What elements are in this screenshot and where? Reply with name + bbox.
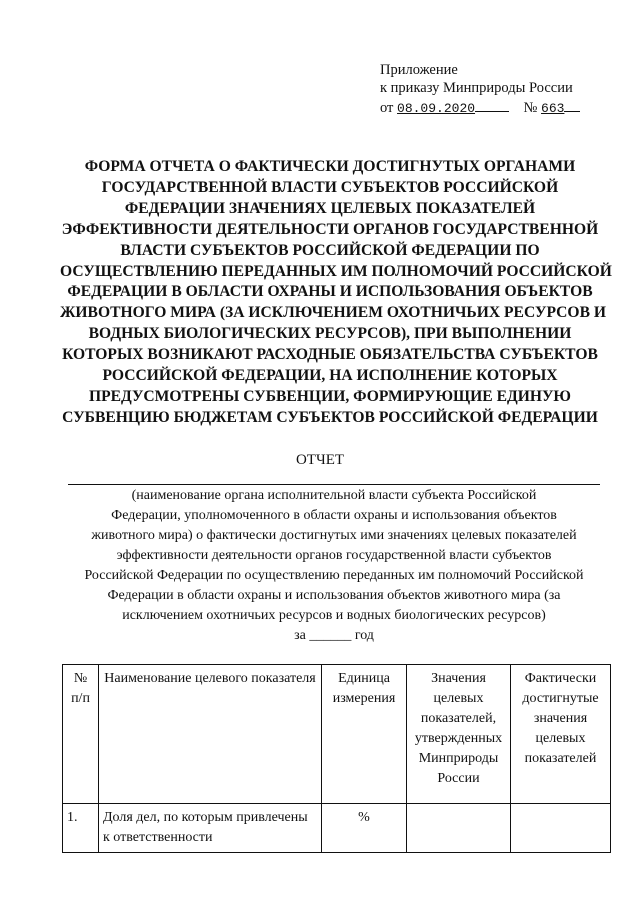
appendix-number-label: № xyxy=(523,100,538,116)
header-target-values: Значения целевых показателей, утвержденных Минприроды России xyxy=(407,665,511,804)
subtitle-line: животного мира) о фактически достигнутых ими значениях целевых показателей xyxy=(91,528,577,543)
title-line: ФОРМА ОТЧЕТА О ФАКТИЧЕСКИ ДОСТИГНУТЫХ ОРГАНАМИ xyxy=(84,158,576,175)
period-line xyxy=(60,626,608,646)
subtitle-line: Федерации, уполномоченного в области охраны и использования объектов xyxy=(111,508,557,523)
appendix-line-1: Приложение xyxy=(380,62,458,78)
row-number: 1. xyxy=(63,804,99,853)
title-line: ФЕДЕРАЦИИ В ОБЛАСТИ ОХРАНЫ И ИСПОЛЬЗОВАНИЯ ОБЪЕКТОВ xyxy=(67,283,593,301)
appendix-date-line xyxy=(380,97,580,118)
title-line: ОСУЩЕСТВЛЕНИЮ ПЕРЕДАННЫХ ИМ ПОЛНОМОЧИЙ РОССИЙСКОЙ xyxy=(60,262,612,280)
title-line: ФЕДЕРАЦИИ ЗНАЧЕНИЯХ ЦЕЛЕВЫХ ПОКАЗАТЕЛЕЙ xyxy=(124,199,536,217)
period-prefix: за xyxy=(294,628,306,643)
row-actual-value xyxy=(511,804,611,853)
name-fill-line xyxy=(68,484,600,485)
appendix-number: 663 xyxy=(541,101,565,116)
subtitle-line: исключением охотничьих ресурсов и водных биологических ресурсов) xyxy=(122,608,546,623)
period-blank: ______ xyxy=(309,628,352,643)
header-unit: Единица измерения xyxy=(322,665,407,804)
number-underline xyxy=(564,97,580,112)
appendix-block xyxy=(380,61,580,118)
row-indicator-name: Доля дел, по которым привлечены к ответственности xyxy=(99,804,322,853)
title-line: ЖИВОТНОГО МИРА (ЗА ИСКЛЮЧЕНИЕМ ОХОТНИЧЬИХ РЕСУРСОВ И xyxy=(60,304,606,322)
title-line: ВЛАСТИ СУБЪЕКТОВ РОССИЙСКОЙ ФЕДЕРАЦИИ ПО xyxy=(120,241,540,259)
header-indicator-name: Наименование целевого показателя xyxy=(99,665,322,804)
date-underline xyxy=(475,97,509,112)
subtitle-line: (наименование органа исполнительной власти субъекта Российской xyxy=(131,488,537,503)
report-subtitle xyxy=(60,486,608,646)
subtitle-line: Федерации в области охраны и использования объектов животного мира (за xyxy=(107,588,561,603)
table-header-row xyxy=(63,665,611,804)
report-heading: ОТЧЕТ xyxy=(295,452,345,468)
table-row xyxy=(63,804,611,853)
title-line: ПРЕДУСМОТРЕНЫ СУБВЕНЦИИ, ФОРМИРУЮЩИЕ ЕДИНУЮ xyxy=(89,387,571,405)
subtitle-line: Российской Федерации по осуществлению переданных им полномочий Российской xyxy=(84,568,584,583)
header-number: № п/п xyxy=(63,665,99,804)
title-line: ЭФФЕКТИВНОСТИ ДЕЯТЕЛЬНОСТИ ОРГАНОВ ГОСУДАРСТВЕННОЙ xyxy=(61,220,599,238)
appendix-from-label: от xyxy=(380,100,394,116)
row-target-value xyxy=(407,804,511,853)
title-line: КОТОРЫХ ВОЗНИКАЮТ РАСХОДНЫЕ ОБЯЗАТЕЛЬСТВА СУБЪЕКТОВ xyxy=(62,346,598,364)
title-line: СУБВЕНЦИЮ БЮДЖЕТАМ СУБЪЕКТОВ РОССИЙСКОЙ ФЕДЕРАЦИИ xyxy=(62,408,598,426)
title-line: ГОСУДАРСТВЕННОЙ ВЛАСТИ СУБЪЕКТОВ РОССИЙСКОЙ xyxy=(101,178,559,196)
title-line: ВОДНЫХ БИОЛОГИЧЕСКИХ РЕСУРСОВ), ПРИ ВЫПОЛНЕНИИ xyxy=(88,325,572,343)
subtitle-line: эффективности деятельности органов государственной власти субъектов xyxy=(116,548,552,563)
title-line: РОССИЙСКОЙ ФЕДЕРАЦИИ, НА ИСПОЛНЕНИЕ КОТОРЫХ xyxy=(102,367,558,385)
row-unit: % xyxy=(322,804,407,853)
form-title xyxy=(60,157,612,429)
header-actual-values: Фактически достигнутые значения целевых показателей xyxy=(511,665,611,804)
appendix-date: 08.09.2020 xyxy=(397,101,476,116)
indicators-table xyxy=(62,664,611,853)
appendix-line-2: к приказу Минприроды России xyxy=(380,80,573,96)
period-suffix: год xyxy=(354,628,374,643)
